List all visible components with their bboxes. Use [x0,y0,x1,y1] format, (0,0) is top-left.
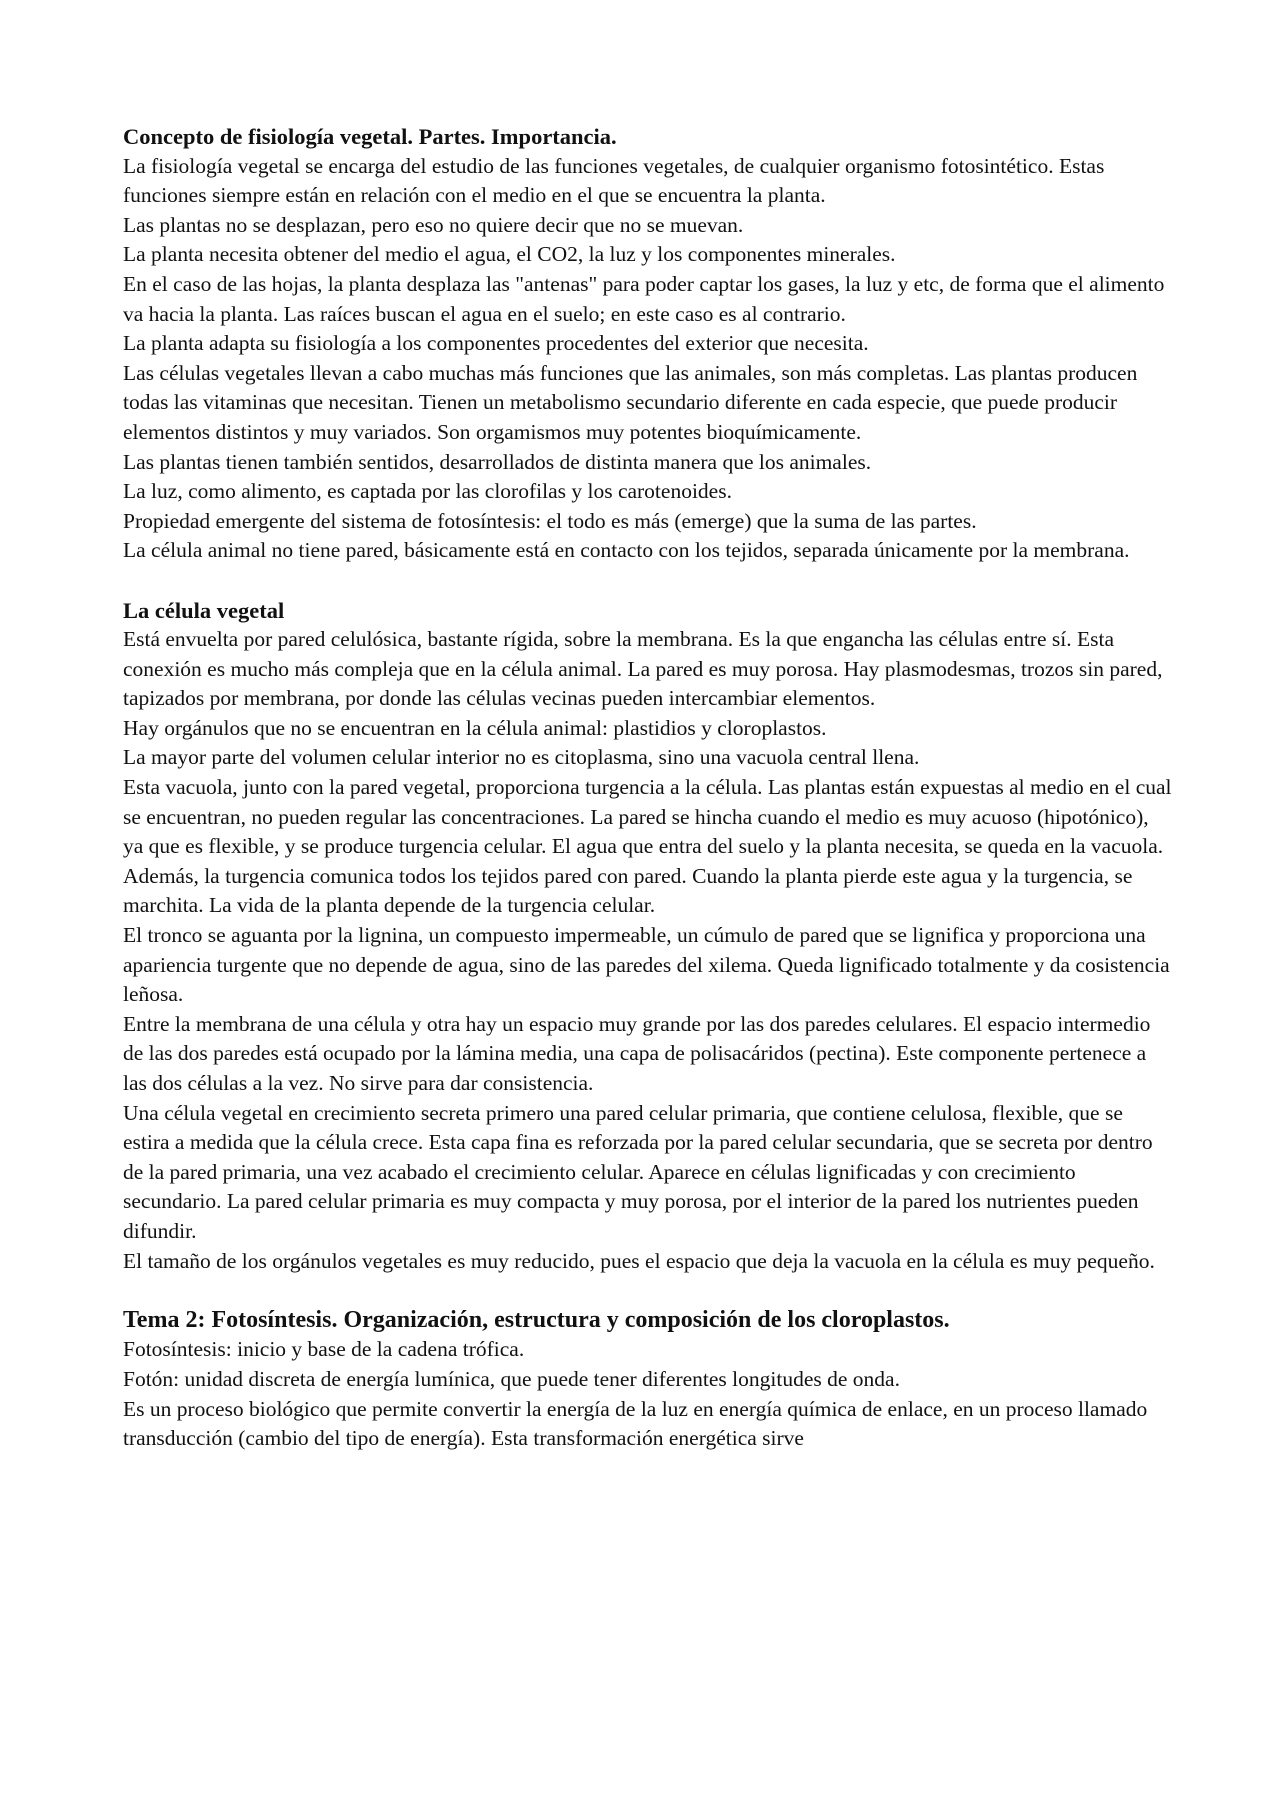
document-page [123,122,1173,1483]
section-plant-cell [123,596,1173,1277]
paragraph: Las plantas no se desplazan, pero eso no quiere decir que no se muevan. [123,212,744,237]
paragraph: Está envuelta por pared celulósica, bastante rígida, sobre la membrana. Es la que engancha las células entre sí. Esta conexión es mucho más compleja que en la célula animal. La pared es muy porosa. Hay plasmodesmas, trozos sin pared, tapizados por membrana, por donde las células vecinas pueden intercambiar elementos. [123,627,1163,711]
paragraph: La célula animal no tiene pared, básicamente está en contacto con los tejidos, separada únicamente por la membrana. [123,538,1130,563]
paragraph: Una célula vegetal en crecimiento secreta primero una pared celular primaria, que contiene celulosa, flexible, que se estira a medida que la célula crece. Esta capa fina es reforzada por la pared celular secundaria, que se secreta por dentro de la pared primaria, una vez acabado el crecimiento celular. Aparece en células lignificadas y con crecimiento secundario. La pared celular primaria es muy compacta y muy porosa, por el interior de la pared los nutrientes pueden difundir. [123,1100,1153,1243]
paragraph: La fisiología vegetal se encarga del estudio de las funciones vegetales, de cualquier organismo fotosintético. Estas funciones siempre están en relación con el medio en el que se encuentra la planta. [123,153,1105,208]
paragraph: La planta necesita obtener del medio el agua, el CO2, la luz y los componentes minerales. [123,242,896,267]
paragraph: Fotón: unidad discreta de energía lumínica, que puede tener diferentes longitudes de onda. [123,1366,900,1391]
paragraph: La planta adapta su fisiología a los componentes procedentes del exterior que necesita. [123,331,869,356]
paragraph: En el caso de las hojas, la planta desplaza las "antenas" para poder captar los gases, la luz y etc, de forma que el alimento va hacia la planta. Las raíces buscan el agua en el suelo; en este caso es al contrario. [123,271,1165,326]
paragraph: Esta vacuola, junto con la pared vegetal, proporciona turgencia a la célula. Las plantas están expuestas al medio en el cual se encuentran, no pueden regular las concentraciones. La pared se hincha cuando el medio es muy acuoso (hipotónico), ya que es flexible, y se produce turgencia celular. El agua que entra del suelo y la planta necesita, se queda en la vacuola. Además, la turgencia comunica todos los tejidos pared con pared. Cuando la planta pierde este agua y la turgencia, se marchita. La vida de la planta depende de la turgencia celular. [123,775,1172,918]
paragraph: Propiedad emergente del sistema de fotosíntesis: el todo es más (emerge) que la suma de las partes. [123,508,977,533]
paragraph: El tamaño de los orgánulos vegetales es muy reducido, pues el espacio que deja la vacuola en la célula es muy pequeño. [123,1248,1155,1273]
paragraph: Fotosíntesis: inicio y base de la cadena trófica. [123,1337,525,1362]
section-heading: La célula vegetal [123,597,285,623]
section-plant-physiology [123,122,1173,566]
paragraph: La luz, como alimento, es captada por las clorofilas y los carotenoides. [123,479,732,504]
section-heading: Concepto de fisiología vegetal. Partes. Importancia. [123,124,617,149]
section-photosynthesis [123,1306,1173,1454]
paragraph: Las células vegetales llevan a cabo muchas más funciones que las animales, son más completas. Las plantas producen todas las vitaminas que necesitan. Tienen un metabolismo secundario diferente en cada especie, que puede producir elementos distintos y muy variados. Son orgamismos muy potentes bioquímicamente. [123,360,1138,444]
paragraph: La mayor parte del volumen celular interior no es citoplasma, sino una vacuola central llena. [123,745,920,770]
paragraph: Entre la membrana de una célula y otra hay un espacio muy grande por las dos paredes celulares. El espacio intermedio de las dos paredes está ocupado por la lámina media, una capa de polisacáridos (pectina). Este componente pertenece a las dos células a la vez. No sirve para dar consistencia. [123,1011,1151,1095]
paragraph: Hay orgánulos que no se encuentran en la célula animal: plastidios y cloroplastos. [123,715,827,740]
section-heading: Tema 2: Fotosíntesis. Organización, estructura y composición de los cloroplastos. [123,1306,950,1333]
paragraph: Las plantas tienen también sentidos, desarrollados de distinta manera que los animales. [123,449,872,474]
paragraph: Es un proceso biológico que permite convertir la energía de la luz en energía química de enlace, en un proceso llamado transducción (cambio del tipo de energía). Esta transformación energética sirve [123,1396,1148,1451]
paragraph: El tronco se aguanta por la lignina, un compuesto impermeable, un cúmulo de pared que se lignifica y proporciona una apariencia turgente que no depende de agua, sino de las paredes del xilema. Queda lignificado totalmente y da cosistencia leñosa. [123,923,1170,1007]
